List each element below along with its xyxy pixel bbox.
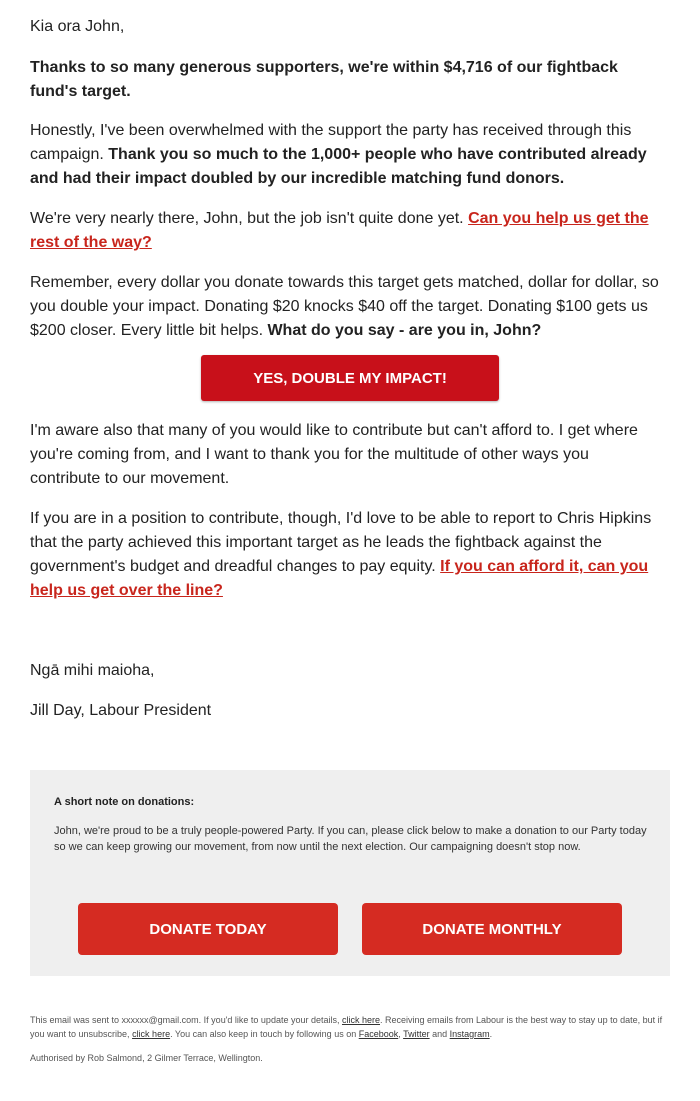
note-title: A short note on donations:	[54, 796, 195, 808]
footer-period: .	[489, 1029, 493, 1039]
signoff: Ngā mihi maioha,	[30, 662, 155, 679]
over-the-line-link[interactable]: If you can afford it, can you help us get over the line?	[30, 558, 649, 599]
signature: Jill Day, Labour President	[30, 702, 212, 719]
footer-comma: ,	[398, 1029, 404, 1039]
facebook-link[interactable]: Facebook	[358, 1029, 399, 1039]
paragraph-support	[30, 119, 660, 191]
paragraph-target	[30, 56, 660, 104]
paragraph-afford	[30, 419, 660, 491]
footer-and: and	[429, 1029, 450, 1039]
paragraph-nearly-there	[30, 207, 660, 255]
contribute-text: If you are in a position to contribute, though, I'd love to be able to report to Chris Hipkins that the party achieved this important target as he leads the fightback against the government's budget and dreadful changes to pay equity.	[30, 510, 652, 575]
update-details-link[interactable]: click here	[341, 1015, 380, 1025]
footer-text	[30, 1013, 670, 1041]
note-body: John, we're proud to be a truly people-powered Party. If you can, please click below to make a donation to our Party today so we can keep growing our movement, from now until the next election. Our campaigning doesn't stop now.	[54, 825, 647, 853]
greeting: Kia ora John,	[30, 18, 125, 35]
footer-unsubscribe-text: . Receiving emails from Labour is the best way to stay up to date, but if you want to unsubscribe,	[30, 1015, 663, 1039]
help-rest-of-way-link[interactable]: Can you help us get the rest of the way?	[30, 210, 649, 251]
afford-text: I'm aware also that many of you would like to contribute but can't afford to. I get where you're coming from, and I want to thank you for the multitude of other ways you contribute to our movement.	[30, 422, 638, 487]
matching-text: Remember, every dollar you donate towards this target gets matched, dollar for dollar, so you double your impact. Donating $20 knocks $40 off the target. Donating $100 gets us $200 closer. Every little bit helps.	[30, 274, 659, 339]
thank-you-text: Thank you so much to the 1,000+ people who have contributed already and had their impact doubled by our incredible matching fund donors.	[30, 146, 647, 187]
are-you-in-text: What do you say - are you in, John?	[267, 322, 542, 339]
footer-sent-text: This email was sent to xxxxxx@gmail.com. If you'd like to update your details,	[30, 1015, 342, 1025]
nearly-there-text: We're very nearly there, John, but the job isn't quite done yet.	[30, 210, 469, 227]
paragraph-matching	[30, 271, 660, 343]
double-impact-button[interactable]: YES, DOUBLE MY IMPACT!	[201, 355, 499, 401]
authorised-by: Authorised by Rob Salmond, 2 Gilmer Terrace, Wellington.	[30, 1053, 263, 1063]
paragraph-contribute	[30, 507, 660, 603]
donate-monthly-button[interactable]: DONATE MONTHLY	[362, 903, 622, 955]
footer-follow-text: . You can also keep in touch by following us on	[170, 1029, 359, 1039]
unsubscribe-link[interactable]: click here	[132, 1029, 171, 1039]
target-statement: Thanks to so many generous supporters, we're within $4,716 of our fightback fund's target.	[30, 59, 618, 100]
twitter-link[interactable]: Twitter	[403, 1029, 430, 1039]
donations-note-box	[30, 770, 670, 976]
support-text: Honestly, I've been overwhelmed with the support the party has received through this campaign.	[30, 122, 632, 163]
instagram-link[interactable]: Instagram	[449, 1029, 490, 1039]
donate-today-button[interactable]: DONATE TODAY	[78, 903, 338, 955]
